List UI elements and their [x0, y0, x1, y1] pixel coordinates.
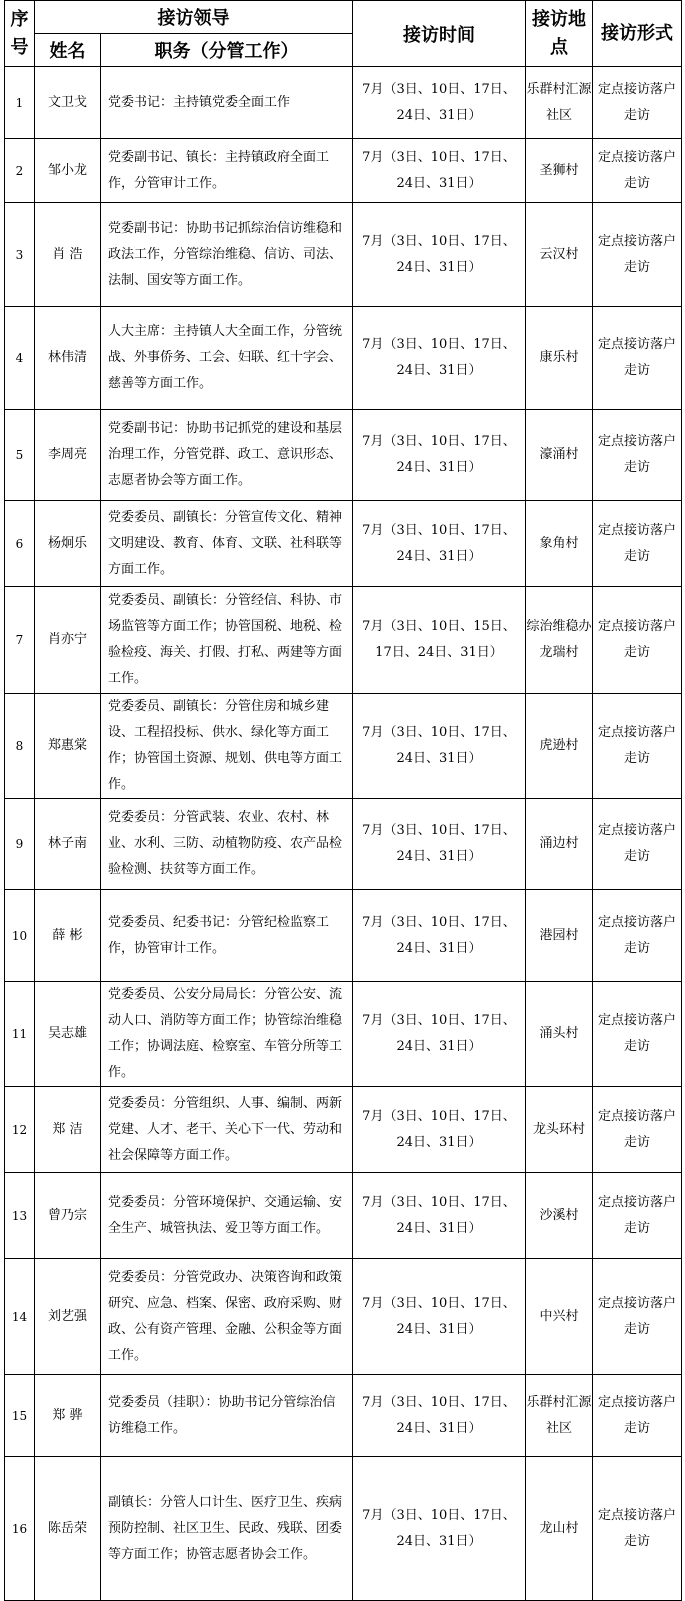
reception-form: 定点接访落户走访	[593, 410, 682, 501]
row-index: 5	[5, 410, 35, 501]
row-index: 15	[5, 1375, 35, 1457]
leader-duty: 党委委员、副镇长：分管经信、科协、市场监管等方面工作；协管国税、地税、检验检疫、海关、打假、打私、两建等方面工作。	[101, 587, 353, 694]
reception-form: 定点接访落户走访	[593, 890, 682, 982]
reception-place: 云汉村	[526, 203, 593, 307]
leader-duty: 党委书记：主持镇党委全面工作	[101, 67, 353, 139]
row-index: 3	[5, 203, 35, 307]
row-index: 8	[5, 694, 35, 799]
reception-time: 7月（3日、10日、15日、17日、24日、31日）	[353, 587, 526, 694]
table-row	[5, 67, 682, 139]
reception-form: 定点接访落户走访	[593, 1259, 682, 1375]
reception-time: 7月（3日、10日、17日、24日、31日）	[353, 694, 526, 799]
leader-name: 吴志雄	[35, 982, 101, 1087]
row-index: 11	[5, 982, 35, 1087]
table-row	[5, 307, 682, 410]
table-row	[5, 1259, 682, 1375]
reception-form: 定点接访落户走访	[593, 1457, 682, 1601]
leader-duty: 党委委员、副镇长：分管住房和城乡建设、工程招投标、供水、绿化等方面工作；协管国土资源、规划、供电等方面工作。	[101, 694, 353, 799]
leader-duty: 党委委员、副镇长：分管宣传文化、精神文明建设、教育、体育、文联、社科联等方面工作。	[101, 501, 353, 587]
table-row	[5, 890, 682, 982]
table-row	[5, 203, 682, 307]
reception-time: 7月（3日、10日、17日、24日、31日）	[353, 203, 526, 307]
reception-place: 象角村	[526, 501, 593, 587]
reception-place: 综治维稳办龙瑞村	[526, 587, 593, 694]
leader-name: 郑 骅	[35, 1375, 101, 1457]
reception-time: 7月（3日、10日、17日、24日、31日）	[353, 1259, 526, 1375]
row-index: 14	[5, 1259, 35, 1375]
leader-duty: 党委副书记：协助书记抓党的建设和基层治理工作，分管党群、政工、意识形态、志愿者协会等方面工作。	[101, 410, 353, 501]
table-row	[5, 799, 682, 890]
table-row	[5, 1087, 682, 1173]
table-row	[5, 694, 682, 799]
reception-time: 7月（3日、10日、17日、24日、31日）	[353, 982, 526, 1087]
reception-form: 定点接访落户走访	[593, 694, 682, 799]
table-row	[5, 501, 682, 587]
leader-name: 林子南	[35, 799, 101, 890]
leader-duty: 党委委员、纪委书记：分管纪检监察工作，协管审计工作。	[101, 890, 353, 982]
reception-form: 定点接访落户走访	[593, 139, 682, 203]
header-name: 姓名	[35, 34, 101, 67]
leader-name: 郑惠棠	[35, 694, 101, 799]
reception-time: 7月（3日、10日、17日、24日、31日）	[353, 307, 526, 410]
leader-duty: 党委委员、公安分局局长：分管公安、流动人口、消防等方面工作；协管综治维稳工作；协调法庭、检察室、车管分所等工作。	[101, 982, 353, 1087]
reception-form: 定点接访落户走访	[593, 307, 682, 410]
reception-form: 定点接访落户走访	[593, 982, 682, 1087]
reception-place: 圣狮村	[526, 139, 593, 203]
header-form: 接访形式	[593, 1, 682, 67]
table-row	[5, 139, 682, 203]
leader-name: 陈岳荣	[35, 1457, 101, 1601]
leader-name: 文卫戈	[35, 67, 101, 139]
row-index: 10	[5, 890, 35, 982]
leader-name: 林伟清	[35, 307, 101, 410]
reception-place: 涌头村	[526, 982, 593, 1087]
reception-time: 7月（3日、10日、17日、24日、31日）	[353, 1457, 526, 1601]
reception-form: 定点接访落户走访	[593, 501, 682, 587]
row-index: 9	[5, 799, 35, 890]
table-row	[5, 587, 682, 694]
reception-time: 7月（3日、10日、17日、24日、31日）	[353, 410, 526, 501]
reception-place: 龙山村	[526, 1457, 593, 1601]
leader-duty: 党委委员：分管武装、农业、农村、林业、水利、三防、动植物防疫、农产品检验检测、扶贫等方面工作。	[101, 799, 353, 890]
reception-place: 中兴村	[526, 1259, 593, 1375]
leader-duty: 副镇长：分管人口计生、医疗卫生、疾病预防控制、社区卫生、民政、残联、团委等方面工作；协管志愿者协会工作。	[101, 1457, 353, 1601]
leader-duty: 党委委员：分管党政办、决策咨询和政策研究、应急、档案、保密、政府采购、财政、公有资产管理、金融、公积金等方面工作。	[101, 1259, 353, 1375]
reception-schedule-table	[4, 0, 682, 1601]
row-index: 4	[5, 307, 35, 410]
leader-duty: 党委委员（挂职）：协助书记分管综治信访维稳工作。	[101, 1375, 353, 1457]
leader-name: 杨炯乐	[35, 501, 101, 587]
reception-form: 定点接访落户走访	[593, 1375, 682, 1457]
reception-form: 定点接访落户走访	[593, 67, 682, 139]
leader-name: 李周亮	[35, 410, 101, 501]
reception-time: 7月（3日、10日、17日、24日、31日）	[353, 890, 526, 982]
reception-form: 定点接访落户走访	[593, 1087, 682, 1173]
reception-place: 沙溪村	[526, 1173, 593, 1259]
table-row	[5, 1173, 682, 1259]
row-index: 12	[5, 1087, 35, 1173]
header-place: 接访地点	[526, 1, 593, 67]
table-row	[5, 410, 682, 501]
leader-name: 肖 浩	[35, 203, 101, 307]
row-index: 13	[5, 1173, 35, 1259]
reception-place: 康乐村	[526, 307, 593, 410]
reception-place: 龙头环村	[526, 1087, 593, 1173]
reception-time: 7月（3日、10日、17日、24日、31日）	[353, 799, 526, 890]
reception-place: 乐群村汇源社区	[526, 67, 593, 139]
leader-duty: 党委委员：分管组织、人事、编制、两新党建、人才、老干、关心下一代、劳动和社会保障等方面工作。	[101, 1087, 353, 1173]
reception-form: 定点接访落户走访	[593, 1173, 682, 1259]
leader-duty: 党委副书记、镇长：主持镇政府全面工作，分管审计工作。	[101, 139, 353, 203]
reception-place: 濠涌村	[526, 410, 593, 501]
row-index: 2	[5, 139, 35, 203]
leader-duty: 人大主席：主持镇人大全面工作，分管统战、外事侨务、工会、妇联、红十字会、慈善等方面工作。	[101, 307, 353, 410]
reception-time: 7月（3日、10日、17日、24日、31日）	[353, 67, 526, 139]
row-index: 6	[5, 501, 35, 587]
table-row	[5, 1375, 682, 1457]
leader-name: 肖亦宁	[35, 587, 101, 694]
table-body	[5, 67, 682, 1601]
reception-time: 7月（3日、10日、17日、24日、31日）	[353, 1375, 526, 1457]
reception-time: 7月（3日、10日、17日、24日、31日）	[353, 1087, 526, 1173]
leader-duty: 党委副书记：协助书记抓综治信访维稳和政法工作，分管综治维稳、信访、司法、法制、国安等方面工作。	[101, 203, 353, 307]
reception-time: 7月（3日、10日、17日、24日、31日）	[353, 139, 526, 203]
reception-time: 7月（3日、10日、17日、24日、31日）	[353, 501, 526, 587]
header-seq: 序号	[5, 1, 35, 67]
row-index: 16	[5, 1457, 35, 1601]
table-header	[5, 1, 682, 67]
leader-duty: 党委委员：分管环境保护、交通运输、安全生产、城管执法、爱卫等方面工作。	[101, 1173, 353, 1259]
reception-form: 定点接访落户走访	[593, 799, 682, 890]
reception-form: 定点接访落户走访	[593, 203, 682, 307]
leader-name: 邹小龙	[35, 139, 101, 203]
reception-place: 港园村	[526, 890, 593, 982]
header-duty: 职务（分管工作）	[101, 34, 353, 67]
row-index: 1	[5, 67, 35, 139]
header-leader: 接访领导	[35, 1, 353, 34]
reception-time: 7月（3日、10日、17日、24日、31日）	[353, 1173, 526, 1259]
leader-name: 薛 彬	[35, 890, 101, 982]
leader-name: 曾乃宗	[35, 1173, 101, 1259]
reception-form: 定点接访落户走访	[593, 587, 682, 694]
header-time: 接访时间	[353, 1, 526, 67]
leader-name: 刘艺强	[35, 1259, 101, 1375]
reception-place: 乐群村汇源社区	[526, 1375, 593, 1457]
table-row	[5, 982, 682, 1087]
reception-place: 虎逊村	[526, 694, 593, 799]
leader-name: 郑 洁	[35, 1087, 101, 1173]
row-index: 7	[5, 587, 35, 694]
table-row	[5, 1457, 682, 1601]
reception-place: 涌边村	[526, 799, 593, 890]
